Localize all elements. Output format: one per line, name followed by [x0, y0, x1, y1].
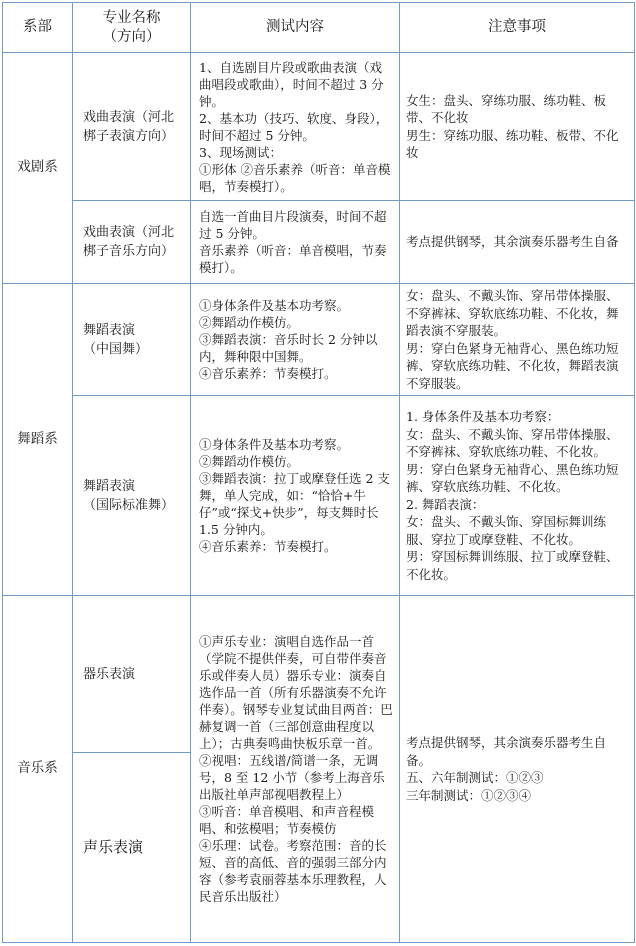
text-line: （中国舞） — [83, 341, 149, 357]
text-line: 男：穿白色紧身无袖背心、黑色练功短裤、穿软底练功鞋、不化妆，舞蹈表演不穿服装。 — [406, 340, 619, 391]
text-line: 考点提供钢琴，其余演奏乐器考生自备。 — [406, 735, 607, 768]
text-line: ①身体条件及基本功考察。 — [199, 437, 350, 452]
major-cell — [73, 396, 191, 596]
text-line: （国际标准舞） — [83, 497, 175, 513]
text-line: 戏曲表演（河北梆子表演方向） — [83, 109, 175, 144]
header-test-content: 测试内容 — [191, 3, 400, 53]
text-line: 女：盘头、不戴头饰、穿吊带体操服、不穿裤袜、穿软底练功鞋、不化妆，舞蹈表演不穿服装。 — [406, 288, 619, 338]
header-dept: 系部 — [3, 3, 73, 53]
text-line: 五、六年制测试：①②③ — [406, 770, 544, 785]
text-line: 女：盘头、不戴头饰、穿吊带体操服、不穿裤袜、穿软底练功鞋、不化妆。 — [406, 426, 619, 459]
text-line: 自选一首曲目片段演奏，时间不超过 5 分钟。 — [199, 209, 387, 241]
text-line: 女：盘头、不戴头饰、穿国标舞训练服、穿拉丁或摩登鞋、不化妆。 — [406, 514, 607, 547]
admission-test-table-page — [2, 2, 634, 942]
test-content-cell — [191, 53, 400, 201]
text-line: 男：穿白色紧身无袖背心、黑色练功短裤、穿软底练功鞋、不化妆。 — [406, 461, 619, 494]
text-line: 声乐表演 — [83, 838, 144, 856]
text-line: 男生：穿练功服、练功鞋、板带、不化妆 — [406, 127, 619, 160]
text-line: 专业名称 — [102, 9, 161, 26]
text-line: 女生：盘头、穿练功服、练功鞋、板带、不化妆 — [406, 92, 607, 125]
text-line: 舞蹈表演 — [83, 478, 136, 494]
text-line: 2、基本功（技巧、软度、身段），时间不超过 5 分钟。 — [199, 110, 389, 143]
text-line: ④音乐素养：节奏模打。 — [199, 366, 337, 381]
text-line: （方向） — [102, 28, 161, 45]
text-line: ①身体条件及基本功考察。 — [199, 298, 350, 313]
text-line: 3、现场测试： — [199, 144, 282, 160]
notes-cell — [400, 201, 635, 284]
text-line: 1. 身体条件及基本功考察： — [406, 409, 560, 424]
text-line: ②舞蹈动作模仿。 — [199, 315, 300, 330]
text-line: ③舞蹈表演：拉丁或摩登任选 2 支舞，单人完成，如：“恰恰+牛仔”或“探戈+快步”，每支舞时长 1.5 分钟内。 — [199, 471, 390, 537]
text-line: ②舞蹈动作模仿。 — [199, 454, 300, 469]
test-content-cell — [191, 396, 400, 596]
notes-cell — [400, 396, 635, 596]
text-line: 戏曲表演（河北梆子音乐方向） — [83, 225, 175, 259]
table-row — [3, 596, 635, 753]
major-cell — [73, 201, 191, 284]
dept-cell-music: 音乐系 — [3, 596, 73, 943]
text-line: 三年制测试：①②③④ — [406, 787, 532, 803]
table-row — [3, 201, 635, 284]
major-cell — [73, 596, 191, 753]
text-line: 考点提供钢琴，其余演奏乐器考生自备 — [406, 234, 619, 250]
text-line: 舞蹈表演 — [83, 322, 136, 338]
text-line: ④音乐素养：节奏模打。 — [199, 539, 337, 554]
text-line: 音乐素养（听音：单音模唱，节奏模打）。 — [199, 243, 387, 275]
text-line: 2. 舞蹈表演： — [406, 496, 485, 512]
dept-cell-drama: 戏剧系 — [3, 53, 73, 284]
text-line: ④乐理：试卷。考察范围：音的长短、音的高低、音的强弱三部分内容（参考袁丽蓉基本乐理教程，人民音乐出版社） — [199, 838, 387, 904]
table-row — [3, 53, 635, 201]
test-content-cell — [191, 596, 400, 943]
table-row — [3, 284, 635, 396]
text-line: 男：穿国标舞训练服、拉丁或摩登鞋、不化妆。 — [406, 549, 619, 582]
major-cell — [73, 284, 191, 396]
text-line: ③舞蹈表演：音乐时长 2 分钟以内，舞种限中国舞。 — [199, 332, 378, 364]
dept-cell-dance: 舞蹈系 — [3, 284, 73, 596]
notes-cell — [400, 53, 635, 201]
test-content-cell — [191, 284, 400, 396]
major-cell — [73, 53, 191, 201]
admission-test-table — [2, 2, 635, 943]
test-content-cell — [191, 201, 400, 284]
notes-cell — [400, 596, 635, 943]
text-line: ②视唱：五线谱/简谱一条，无调号，8 至 12 小节（参考上海音乐出版社单声部视唱教程上） — [199, 753, 385, 802]
header-notes: 注意事项 — [400, 3, 635, 53]
text-line: ①声乐专业：演唱自选作品一首（学院不提供伴奏，可自带伴奏音乐或伴奏人员）器乐专业：演奏自选作品一首（所有乐器演奏不允许伴奏）。钢琴专业复试曲目两首：巴赫复调一首（三部创意曲程度以上）；古典奏鸣曲快板乐章一首。 — [199, 634, 393, 751]
text-line: 1、自选剧目片段或歌曲表演（戏曲唱段或歌曲），时间不超过 3 分钟。 — [199, 59, 384, 109]
notes-cell — [400, 284, 635, 396]
text-line: ①形体 ②音乐素养（听音：单音模唱，节奏模打）。 — [199, 161, 391, 194]
header-major — [73, 3, 191, 53]
table-header-row — [3, 3, 635, 53]
text-line: 器乐表演 — [83, 666, 136, 682]
table-row — [3, 396, 635, 596]
text-line: ③听音：单音模唱、和声音程模唱、和弦模唱；节奏模仿 — [199, 804, 375, 836]
major-cell — [73, 753, 191, 943]
